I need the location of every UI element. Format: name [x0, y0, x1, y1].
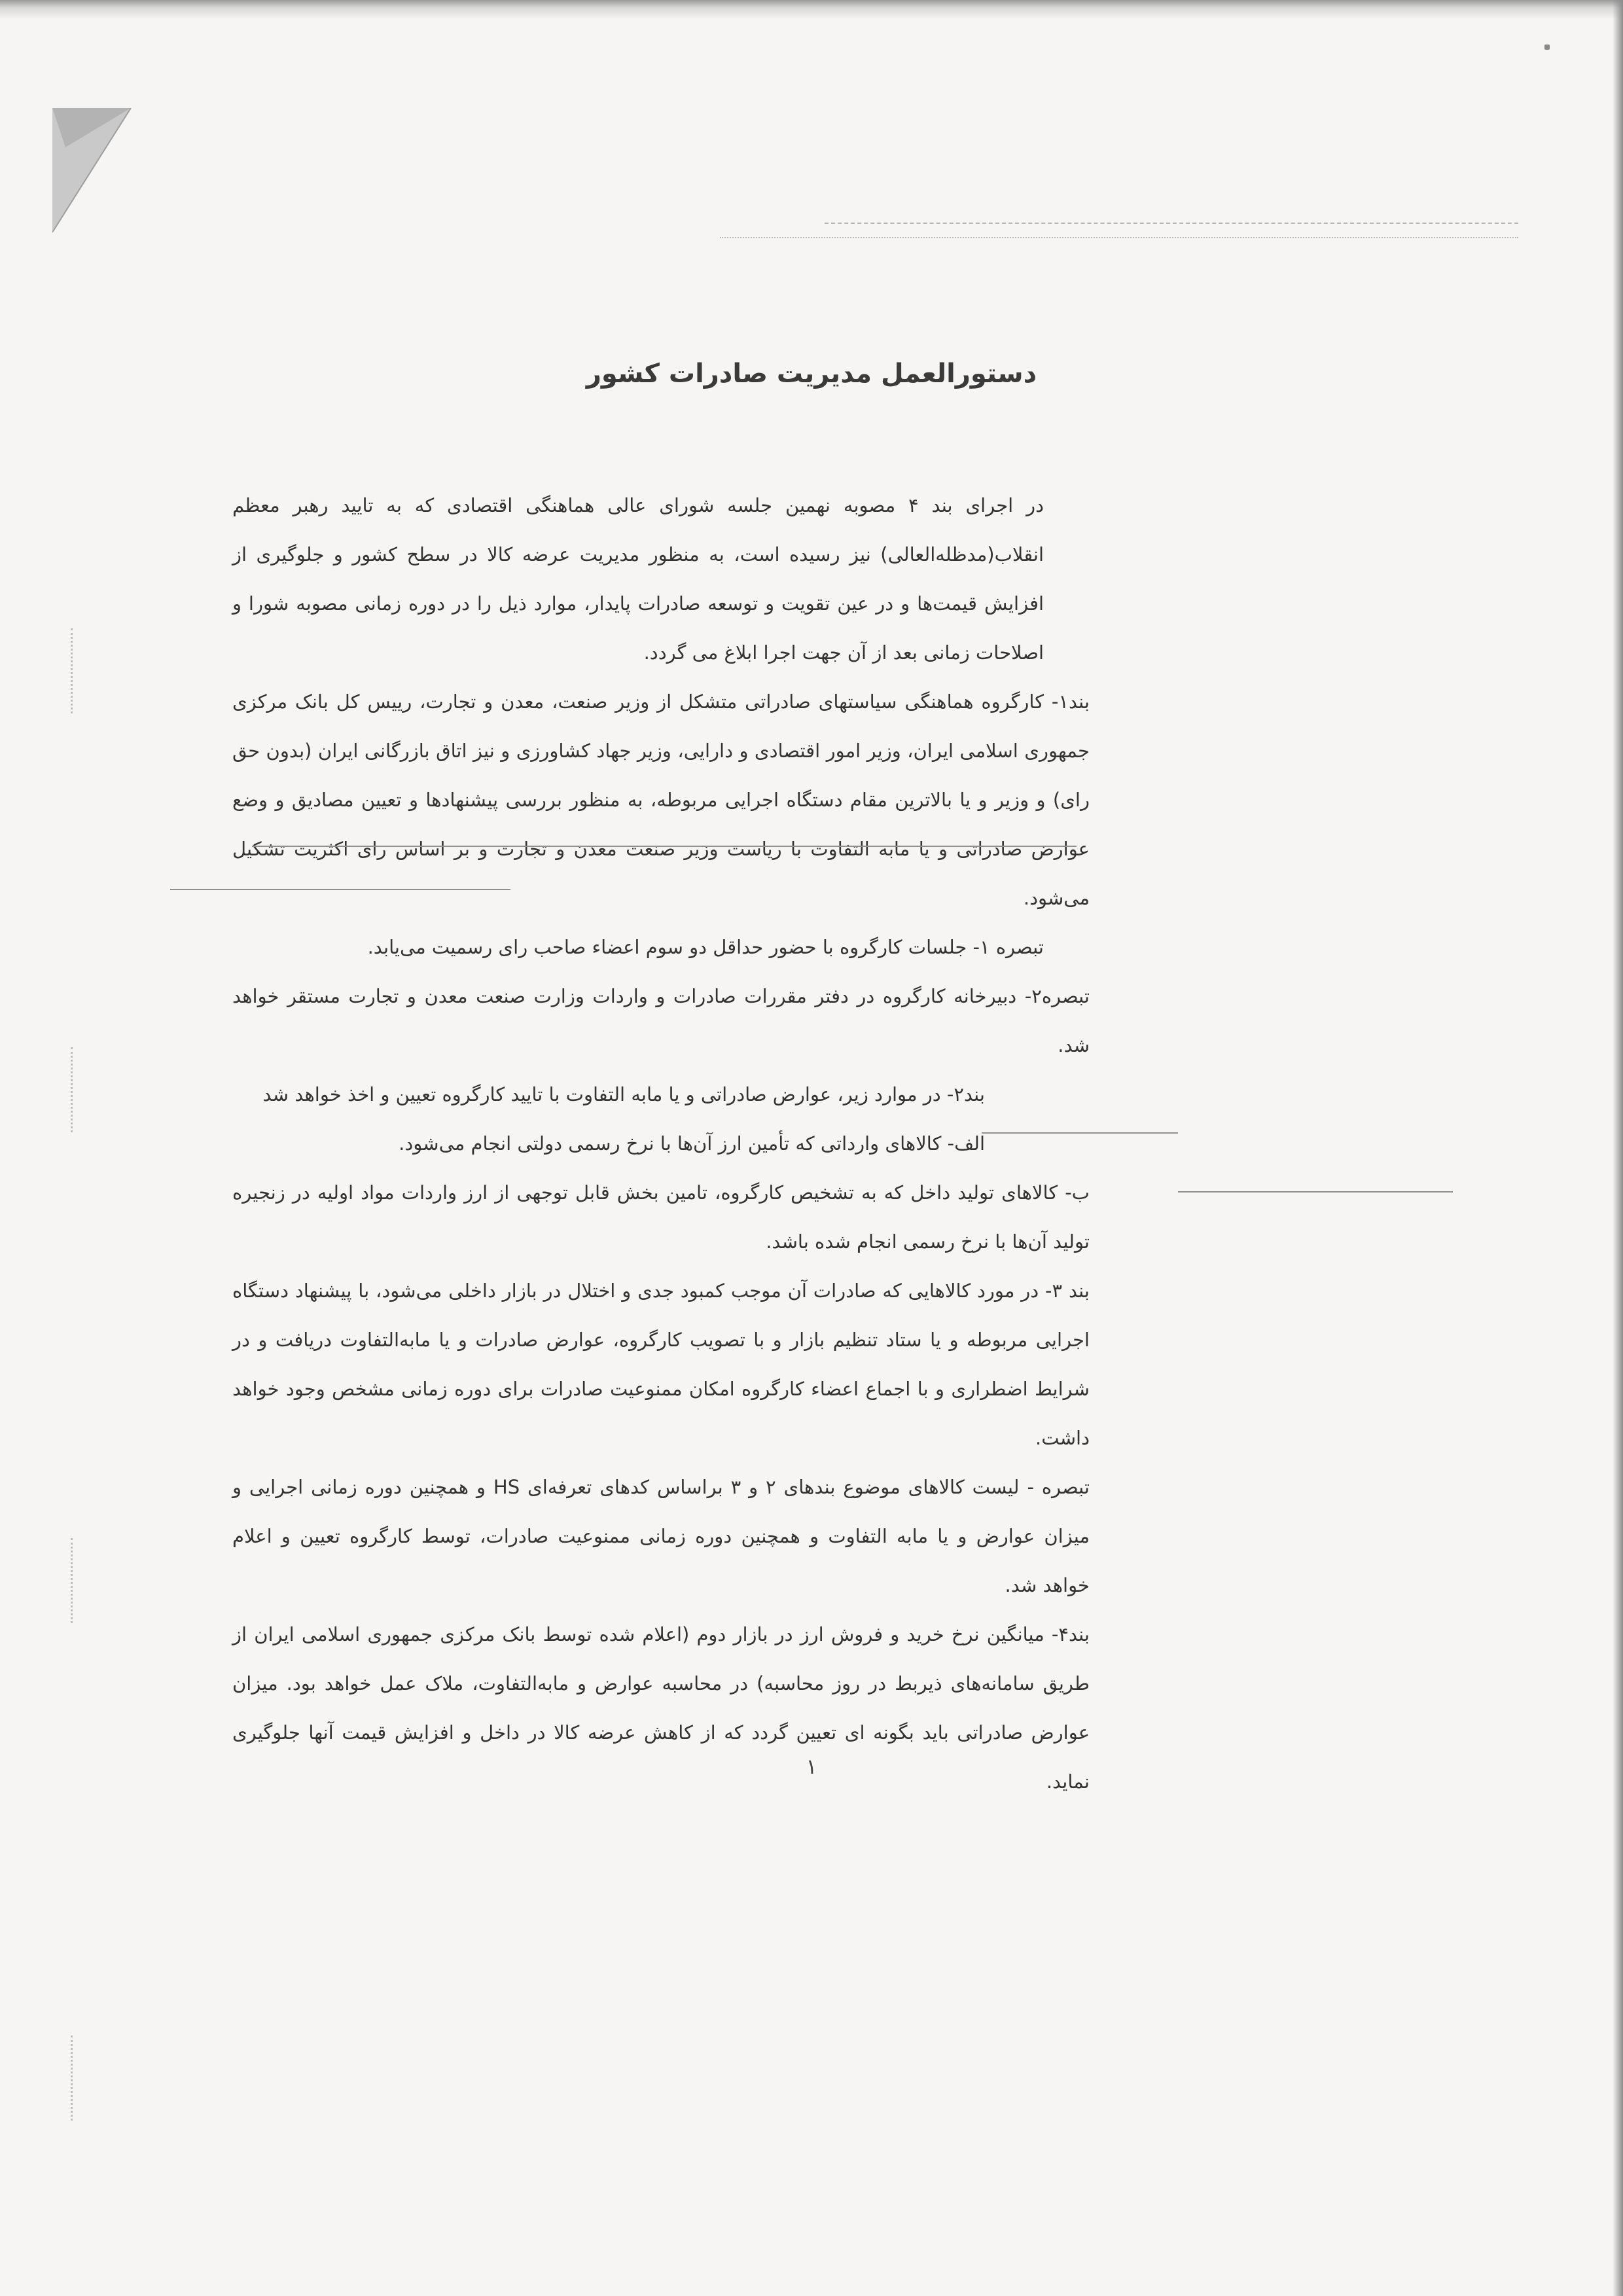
pen-underline	[170, 889, 510, 890]
paragraph: تبصره ۱- جلسات کارگروه با حضور حداقل دو سوم اعضاء صاحب رای رسمیت می‌یابد.	[367, 936, 1044, 958]
paragraph: بند۱- کارگروه هماهنگی سیاستهای صادراتی متشکل از وزیر صنعت، معدن و تجارت، رییس کل بانک مرکزی جمهوری اسلامی ایران، وزیر امور اقتصادی و دارایی، وزیر جهاد کشاورزی و نیز اتاق بازرگانی ایران (بدون حق رای) و وزیر و یا بالاترین مقام دستگاه اجرایی مربوطه، به منظور بررسی پیشنهادها و تعیین مصادیق و وضع عوارض صادراتی و یا مابه التفاوت با ریاست وزیر صنعت معدن و تجارت و بر اساس رای اکثریت تشکیل می‌شود.	[232, 691, 1090, 909]
document-body	[232, 481, 1090, 1806]
document-title: دستورالعمل مدیریت صادرات کشور	[586, 359, 1037, 389]
pen-underline	[252, 846, 1077, 847]
paragraph: تبصره۲- دبیرخانه کارگروه در دفتر مقررات صادرات و واردات وزارت صنعت معدن و تجارت مستقر خواهد شد.	[232, 985, 1090, 1056]
pen-underline	[982, 1132, 1178, 1134]
scan-top-edge	[0, 0, 1623, 20]
header-rule-faint	[720, 237, 1518, 238]
paragraph: تبصره - لیست کالاهای موضوع بندهای ۲ و ۳ براساس کدهای تعرفه‌ای HS و همچنین دوره زمانی اجرایی و میزان عوارض و یا مابه التفاوت و همچنین دوره زمانی ممنوعیت صادرات، توسط کارگروه تعیین و اعلام خواهد شد.	[232, 1476, 1090, 1596]
paragraph: ب- کالاهای تولید داخل که به تشخیص کارگروه، تامین بخش قابل توجهی از ارز واردات مواد اولیه در زنجیره تولید آن‌ها با نرخ رسمی انجام شده باشد.	[232, 1181, 1090, 1253]
folded-corner-mark	[52, 108, 144, 239]
binding-mark	[71, 2036, 77, 2121]
pen-underline	[1178, 1191, 1453, 1193]
scan-speck	[1544, 45, 1550, 50]
paragraph: الف- کالاهای وارداتی که تأمین ارز آن‌ها با نرخ رسمی دولتی انجام می‌شود.	[399, 1132, 985, 1155]
paragraph: بند۴- میانگین نرخ خرید و فروش ارز در بازار دوم (اعلام شده توسط بانک مرکزی جمهوری اسلامی ایران از طریق سامانه‌های ذیربط در روز محاسبه) در محاسبه عوارض و مابه‌التفاوت، ملاک عمل خواهد بود. میزان عوارض صادراتی باید بگونه ای تعیین گردد که از کاهش عرضه کالا در داخل و افزایش قیمت آنها جلوگیری نماید.	[232, 1623, 1090, 1793]
binding-mark	[71, 1538, 77, 1623]
binding-mark	[71, 1047, 77, 1132]
scan-right-edge	[1613, 0, 1623, 2296]
page-number: ۱	[806, 1754, 817, 1779]
binding-mark	[71, 628, 77, 713]
paragraph: در اجرای بند ۴ مصوبه نهمین جلسه شورای عالی هماهنگی اقتصادی که به تایید رهبر معظم انقلاب(مدظله‌العالی) نیز رسیده است، به منظور مدیریت عرضه کالا در سطح کشور و جلوگیری از افزایش قیمت‌ها و در عین تقویت و توسعه صادرات پایدار، موارد ذیل را در دوره زمانی مصوبه شورا و اصلاحات زمانی بعد از آن جهت اجرا ابلاغ می گردد.	[232, 494, 1044, 664]
paragraph: بند۲- در موارد زیر، عوارض صادراتی و یا مابه التفاوت با تایید کارگروه تعیین و اخذ خواهد شد	[262, 1083, 985, 1105]
header-rule	[825, 223, 1518, 224]
paragraph: بند ۳- در مورد کالاهایی که صادرات آن موجب کمبود جدی و اختلال در بازار داخلی می‌شود، با پیشنهاد دستگاه اجرایی مربوطه و یا ستاد تنظیم بازار و با تصویب کارگروه، عوارض صادرات و یا مابه‌التفاوت دریافت و در شرایط اضطراری و با اجماع اعضاء کارگروه امکان ممنوعیت صادرات برای دوره زمانی مشخص وجود خواهد داشت.	[232, 1280, 1090, 1449]
